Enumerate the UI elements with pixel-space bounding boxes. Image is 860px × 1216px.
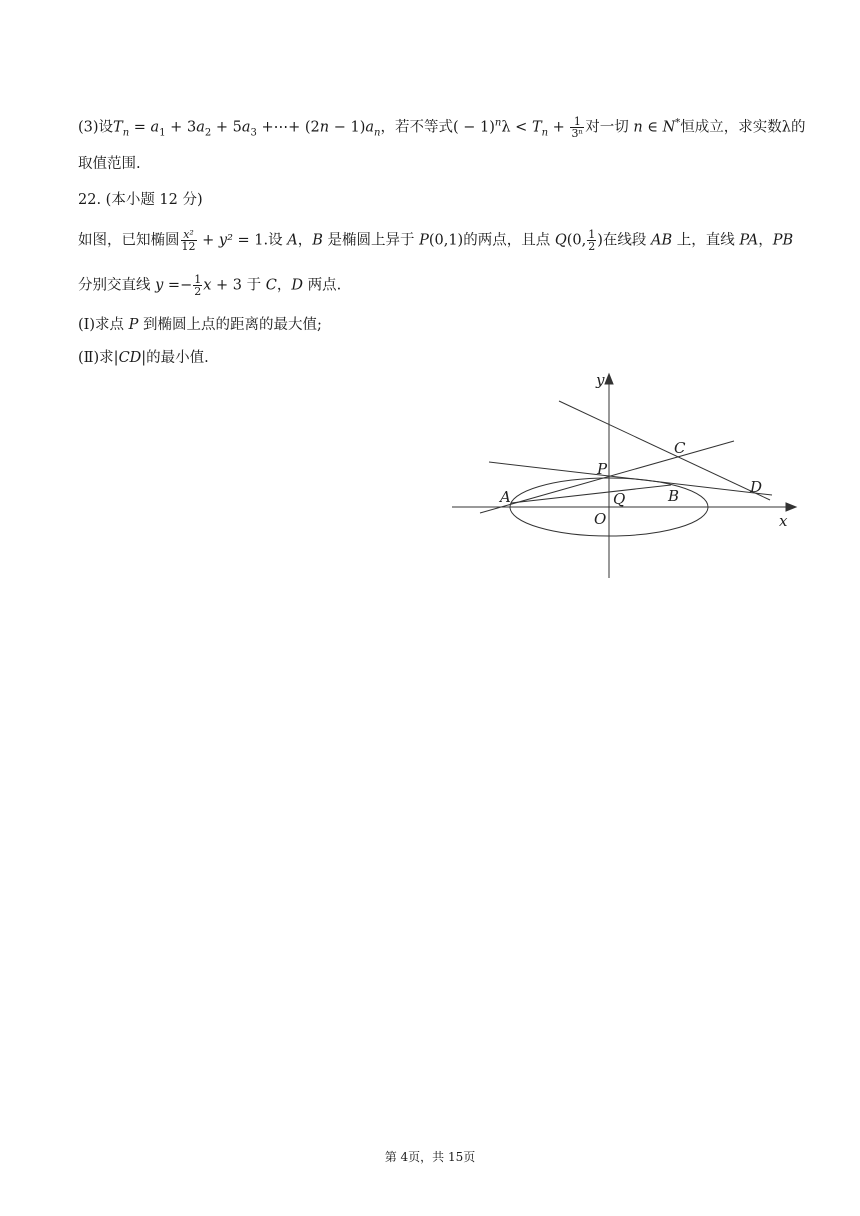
label-a: A (500, 488, 511, 506)
label-y-axis: y (596, 371, 605, 389)
label-p: P (597, 460, 608, 478)
q21-part3-line1: (3)设$T_n = a_1 + 3a_2 + 5a_3$ +⋯+ $(2n - 1)a_n$，若不等式( − $1)^n\lambda < T_n$ + $\frac{1}{\text{3ⁿ}}$ 对一切 n ∈ N*恒成立，求实数λ的 (78, 115, 806, 140)
ellipse-curve (510, 478, 708, 536)
line-cd (559, 401, 770, 500)
q22-statement-line1: 如图，已知椭圆 $\frac{\text{x²}}{12}$ + y² = 1.设 A，B 是椭圆上异于 P(0,1)的两点，且点 Q(0, $\frac{1}{2}$ )在线段 AB 上，直线 PA，PB (78, 228, 794, 253)
q22-part1: (Ⅰ)求点 P 到椭圆上点的距离的最大值; (78, 317, 322, 333)
q21-part3-line2: 取值范围. (78, 156, 141, 172)
q22-part2: (Ⅱ)求|CD|的最小值. (78, 350, 209, 366)
q22-header: 22. (本小题 12 分) (78, 192, 203, 208)
line-pb (489, 462, 772, 495)
fraction-one-half-2: $\frac{1}{2}$ (194, 273, 202, 298)
label-b: B (668, 487, 680, 505)
fraction-x2-over-12: $\frac{\text{x²}}{12}$ (181, 228, 196, 253)
fraction-1-over-3n: $\frac{1}{\text{3ⁿ}}$ (571, 115, 584, 140)
label-origin: O (594, 510, 607, 528)
label-c: C (674, 439, 686, 457)
line-pa (480, 441, 734, 513)
x-axis-arrow (786, 503, 796, 511)
page-footer: 第 4页，共 15页 (384, 1150, 476, 1164)
fraction-one-half: $\frac{1}{2}$ (588, 228, 596, 253)
q22-statement-line2: 分别交直线 y =− $\frac{1}{2}$ x + 3 于 C，D 两点. (78, 273, 342, 298)
label-q: Q (613, 490, 626, 508)
chord-ab (511, 485, 671, 503)
label-d: D (750, 478, 763, 496)
label-x-axis: x (779, 512, 788, 530)
y-axis-arrow (605, 374, 613, 384)
